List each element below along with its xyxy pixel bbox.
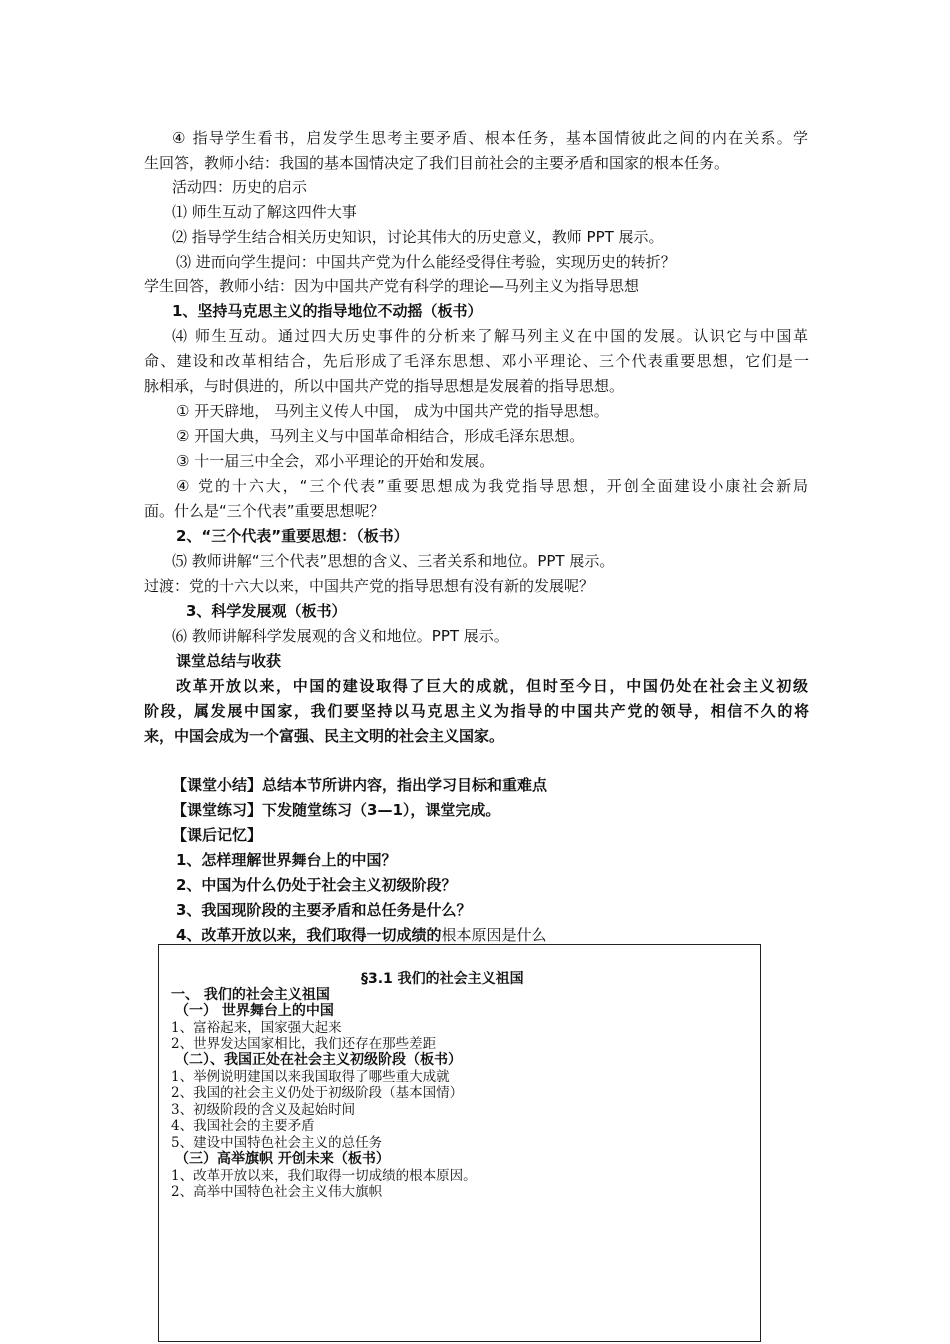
board-subheading: （三）高举旗帜 开创未来（板书） xyxy=(175,1151,390,1167)
paragraph-line: 命、建设和改革相结合，先后形成了毛泽东思想、邓小平理论、三个代表重要思想，它们是一 xyxy=(144,352,809,370)
review-question-bold: 4、改革开放以来，我们取得一切成绩的 xyxy=(176,926,442,944)
board-heading: 1、坚持马克思主义的指导地位不动摇（板书） xyxy=(172,302,483,320)
board-item: 3、初级阶段的含义及起始时间 xyxy=(171,1102,356,1118)
review-question-rest: 根本原因是什么 xyxy=(441,926,547,944)
board-heading: 2、“三个代表”重要思想：（板书） xyxy=(176,527,409,545)
summary-line: 来，中国会成为一个富强、民主文明的社会主义国家。 xyxy=(144,727,505,745)
paragraph-line: ⑸ 教师讲解“三个代表”思想的含义、三者关系和地位。PPT 展示。 xyxy=(172,552,615,570)
list-item: ③ 十一届三中全会，邓小平理论的开始和发展。 xyxy=(176,452,495,470)
after-class-memory: 【课后记忆】 xyxy=(172,826,263,844)
board-item: 1、改革开放以来，我们取得一切成绩的根本原因。 xyxy=(171,1168,477,1184)
paragraph-line: 生回答，教师小结：我国的基本国情决定了我们目前社会的主要矛盾和国家的根本任务。 xyxy=(144,154,730,172)
paragraph-line: ④ 指导学生看书，启发学生思考主要矛盾、根本任务，基本国情彼此之间的内在关系。学 xyxy=(172,129,808,147)
summary-line: 改革开放以来，中国的建设取得了巨大的成就，但时至今日，中国仍处在社会主义初级 xyxy=(176,677,808,695)
paragraph-line: ⑷ 师生互动。通过四大历史事件的分析来了解马列主义在中国的发展。认识它与中国革 xyxy=(172,327,808,345)
review-question: 3、我国现阶段的主要矛盾和总任务是什么？ xyxy=(176,901,472,919)
list-item: ④ 党的十六大，“三个代表”重要思想成为我党指导思想，开创全面建设小康社会新局 xyxy=(176,477,808,495)
board-item: 4、我国社会的主要矛盾 xyxy=(171,1118,315,1134)
section-heading: 课堂总结与收获 xyxy=(176,652,282,670)
list-item: ① 开天辟地， 马列主义传人中国， 成为中国共产党的指导思想。 xyxy=(176,402,609,420)
board-item: 1、富裕起来，国家强大起来 xyxy=(171,1020,342,1036)
review-question: 2、中国为什么仍处于社会主义初级阶段？ xyxy=(176,876,457,894)
paragraph-line: 过渡：党的十六大以来，中国共产党的指导思想有没有新的发展呢？ xyxy=(144,577,595,595)
class-summary: 【课堂小结】总结本节所讲内容，指出学习目标和重难点 xyxy=(172,776,548,794)
board-heading-1: 一、 我们的社会主义祖国 xyxy=(171,987,330,1003)
board-heading: 3、科学发展观（板书） xyxy=(186,602,347,620)
board-subheading: （一） 世界舞台上的中国 xyxy=(175,1003,334,1019)
board-subheading: （二）、我国正处在社会主义初级阶段（板书） xyxy=(175,1052,462,1068)
blackboard-outline-box xyxy=(158,944,761,1342)
board-item: 1、举例说明建国以来我国取得了哪些重大成就 xyxy=(171,1069,450,1085)
review-question xyxy=(176,925,546,945)
board-item: 2、高举中国特色社会主义伟大旗帜 xyxy=(171,1184,383,1200)
class-exercise: 【课堂练习】下发随堂练习（3—1），课堂完成。 xyxy=(172,801,501,819)
list-item: ② 开国大典，马列主义与中国革命相结合，形成毛泽东思想。 xyxy=(176,427,585,445)
paragraph-line: 面。什么是“三个代表”重要思想呢？ xyxy=(144,502,385,520)
paragraph-line: ⑴ 师生互动了解这四件大事 xyxy=(172,203,357,221)
section-heading: 活动四：历史的启示 xyxy=(172,178,308,196)
paragraph-line: 脉相承，与时俱进的，所以中国共产党的指导思想是发展着的指导思想。 xyxy=(144,377,625,395)
summary-line: 阶段，属发展中国家，我们要坚持以马克思主义为指导的中国共产党的领导，相信不久的将 xyxy=(144,702,809,720)
paragraph-line: ⑶ 进而向学生提问：中国共产党为什么能经受得住考验，实现历史的转折？ xyxy=(176,253,676,271)
board-title: §3.1 我们的社会主义祖国 xyxy=(361,971,524,987)
board-item: 2、世界发达国家相比，我们还存在那些差距 xyxy=(171,1036,437,1052)
paragraph-line: ⑵ 指导学生结合相关历史知识，讨论其伟大的历史意义，教师 PPT 展示。 xyxy=(172,228,664,246)
paragraph-line: 学生回答，教师小结：因为中国共产党有科学的理论—马列主义为指导思想 xyxy=(144,277,640,295)
board-item: 2、我国的社会主义仍处于初级阶段（基本国情） xyxy=(171,1085,464,1101)
board-item: 5、建设中国特色社会主义的总任务 xyxy=(171,1135,383,1151)
review-question: 1、怎样理解世界舞台上的中国？ xyxy=(176,851,397,869)
paragraph-line: ⑹ 教师讲解科学发展观的含义和地位。PPT 展示。 xyxy=(172,627,509,645)
